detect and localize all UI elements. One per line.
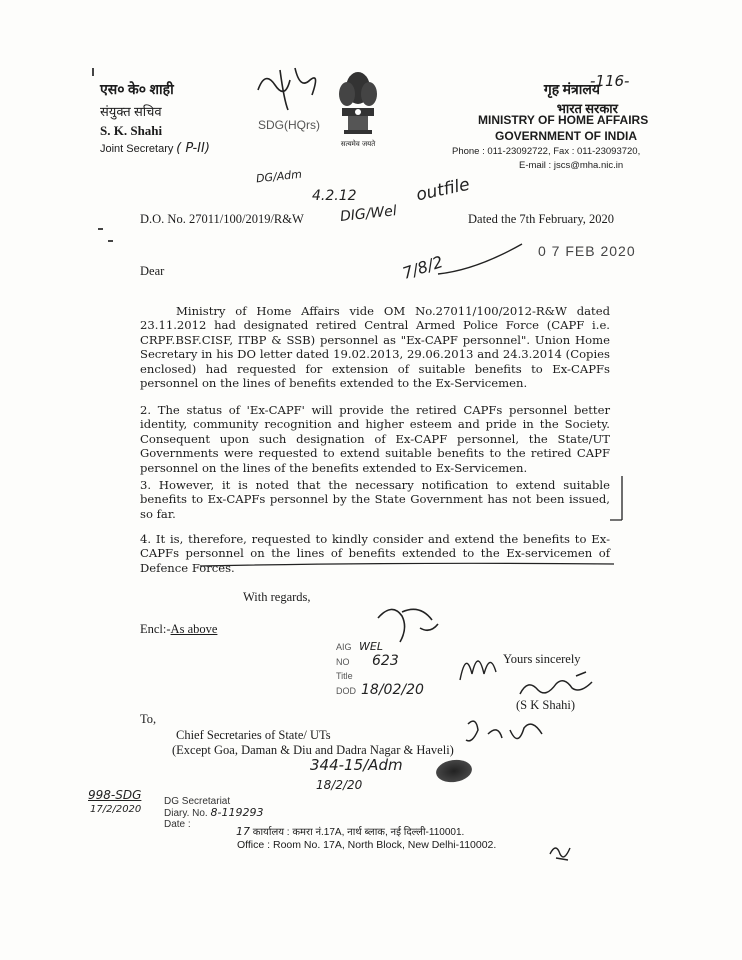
- stamp-scribble: [456, 644, 500, 684]
- diary-label: Diary. No.: [164, 808, 208, 819]
- ministry-name: MINISTRY OF HOME AFFAIRS: [478, 113, 649, 127]
- do-number: D.O. No. 27011/100/2019/R&W: [140, 212, 304, 226]
- ministry-email: E-mail : jscs@mha.nic.in: [519, 160, 624, 171]
- addressee-scribble: [462, 714, 552, 754]
- signatory-name: (S K Shahi): [516, 698, 576, 712]
- salutation: Dear: [140, 264, 165, 278]
- header-scribble-signature: [250, 60, 330, 120]
- handwritten-note-1: 4.2.12: [312, 188, 357, 204]
- margin-dot-1: [92, 68, 94, 76]
- paragraph-3: [140, 478, 610, 521]
- office-hindi-text: कार्यालय : कमरा नं.17A, नार्थ ब्लाक, नई दिल्ली-110001.: [252, 827, 465, 838]
- enclosure: [140, 622, 217, 637]
- paragraph-3-margin-mark: [608, 474, 628, 524]
- handwritten-note-2: outfile: [414, 174, 472, 206]
- dg-note: DG/Adm: [255, 167, 303, 186]
- signature: [516, 668, 606, 702]
- inward-register-stamp: [336, 640, 424, 698]
- footer-handwritten-2: 17/2/2020: [90, 804, 142, 815]
- yours-sincerely: Yours sincerely: [503, 652, 581, 666]
- ministry-government: GOVERNMENT OF INDIA: [495, 129, 638, 143]
- stamp-aig: AIG: [336, 642, 352, 652]
- paragraph-4-text: 4. It is, therefore, requested to kindly consider and extend the benefits to Ex-CAPFs personnel on the lines of benefits extended to the Ex-servicemen of Defence Forces.: [140, 532, 610, 575]
- paragraph-3-text: 3. However, it is noted that the necessary notification to extend suitable benefits to Ex-CAPFs personnel by the State Government has not been issued, so far.: [140, 478, 610, 521]
- stamp-date-value: 18/02/20: [361, 682, 424, 698]
- addressee-handwritten-date: 18/2/20: [316, 778, 363, 792]
- addressee-line2: (Except Goa, Daman & Diu and Dadra Nagar & Haveli): [172, 743, 454, 757]
- sender-block: [100, 80, 210, 156]
- dg-secretariat: DG Secretariat: [164, 796, 231, 807]
- stamp-date-label: DOD: [336, 686, 356, 696]
- sender-designation-hindi: संयुक्त सचिव: [100, 104, 162, 119]
- paragraph-1: [140, 304, 610, 390]
- office-hindi-date: 17: [236, 825, 250, 838]
- paragraph-4-underline: [198, 556, 618, 572]
- addressee-to: To,: [140, 712, 157, 726]
- diary-date-label: Date :: [164, 819, 191, 830]
- handwritten-note-3: 7/8/2: [400, 252, 446, 283]
- margin-dot-2: [98, 228, 103, 230]
- ministry-block: [470, 80, 670, 117]
- received-date-stamp: 0 7 FEB 2020: [538, 243, 636, 259]
- office-hindi: [236, 824, 464, 838]
- paragraph-1-text: Ministry of Home Affairs vide OM No.27011/100/2012-R&W dated 23.11.2012 had designated retired Central Armed Police Force (CAPF i.e. CRPF.BSF.CISF, ITBP & SSB) personnel as "Ex-CAPF personnel". Union Home Secretary in his DO letter dated 19.02.2013, 29.06.2013 and 24.3.2014 (Copies enclosed) had requested for extension of suitable benefits to Ex-CAPFs personnel on the lines of benefits extended to the Ex-Servicemen.: [140, 304, 610, 391]
- paragraph-2-text: 2. The status of 'Ex-CAPF' will provide the retired CAPFs personnel better identity, community recognition and higher esteem and pride in the Society. Consequent upon such designation of Ex-CAPF personnel, the State/UT Governments were requested to extend suitable benefits to the retired CAPF personnel on the lines of the benefits extended to Ex-Servicemen.: [140, 403, 610, 475]
- paragraph-2: [140, 403, 610, 475]
- ministry-hindi-line2: भारत सरकार: [556, 101, 618, 116]
- sender-name-hindi: एस० के० शाही: [100, 83, 174, 98]
- ink-blot: [435, 758, 474, 785]
- sdg-stamp: SDG(HQrs): [258, 118, 320, 132]
- enclosure-value: As above: [170, 622, 218, 636]
- regards: With regards,: [243, 590, 311, 604]
- national-emblem-icon: [334, 68, 382, 150]
- handwritten-ref: DIG/Wel: [339, 203, 398, 225]
- margin-dot-3: [108, 240, 113, 242]
- footer-initials: [546, 840, 576, 864]
- emblem-caption: सत्यमेव जयते: [340, 140, 376, 148]
- stamp-no-value: 623: [372, 653, 399, 669]
- ministry-phone: Phone : 011-23092722, Fax : 011-23093720,: [452, 146, 641, 157]
- addressee-line1: Chief Secretaries of State/ UTs: [176, 728, 331, 742]
- inward-number: -116-: [590, 72, 630, 90]
- enclosure-label: Encl:-: [140, 622, 171, 636]
- office-english: Office : Room No. 17A, North Block, New Delhi-110002.: [237, 839, 497, 851]
- addressee-handwritten-ref: 344-15/Adm: [310, 756, 403, 774]
- sender-name: S. K. Shahi: [100, 123, 163, 138]
- dated-line: Dated the 7th February, 2020: [468, 212, 615, 226]
- stamp-no-label: NO: [336, 657, 350, 667]
- footer-handwritten-1: 998-SDG: [88, 788, 142, 802]
- sender-designation-handwritten: ( P-II): [176, 141, 210, 156]
- diary-value: 8-119293: [210, 806, 264, 819]
- ministry-hindi-line1: गृह मंत्रालय: [543, 83, 600, 98]
- header-scribble-line: [436, 240, 526, 280]
- stamp-title-label: Title: [336, 671, 353, 681]
- sender-designation: Joint Secretary: [100, 143, 174, 155]
- stamp-wel: WEL: [359, 640, 383, 653]
